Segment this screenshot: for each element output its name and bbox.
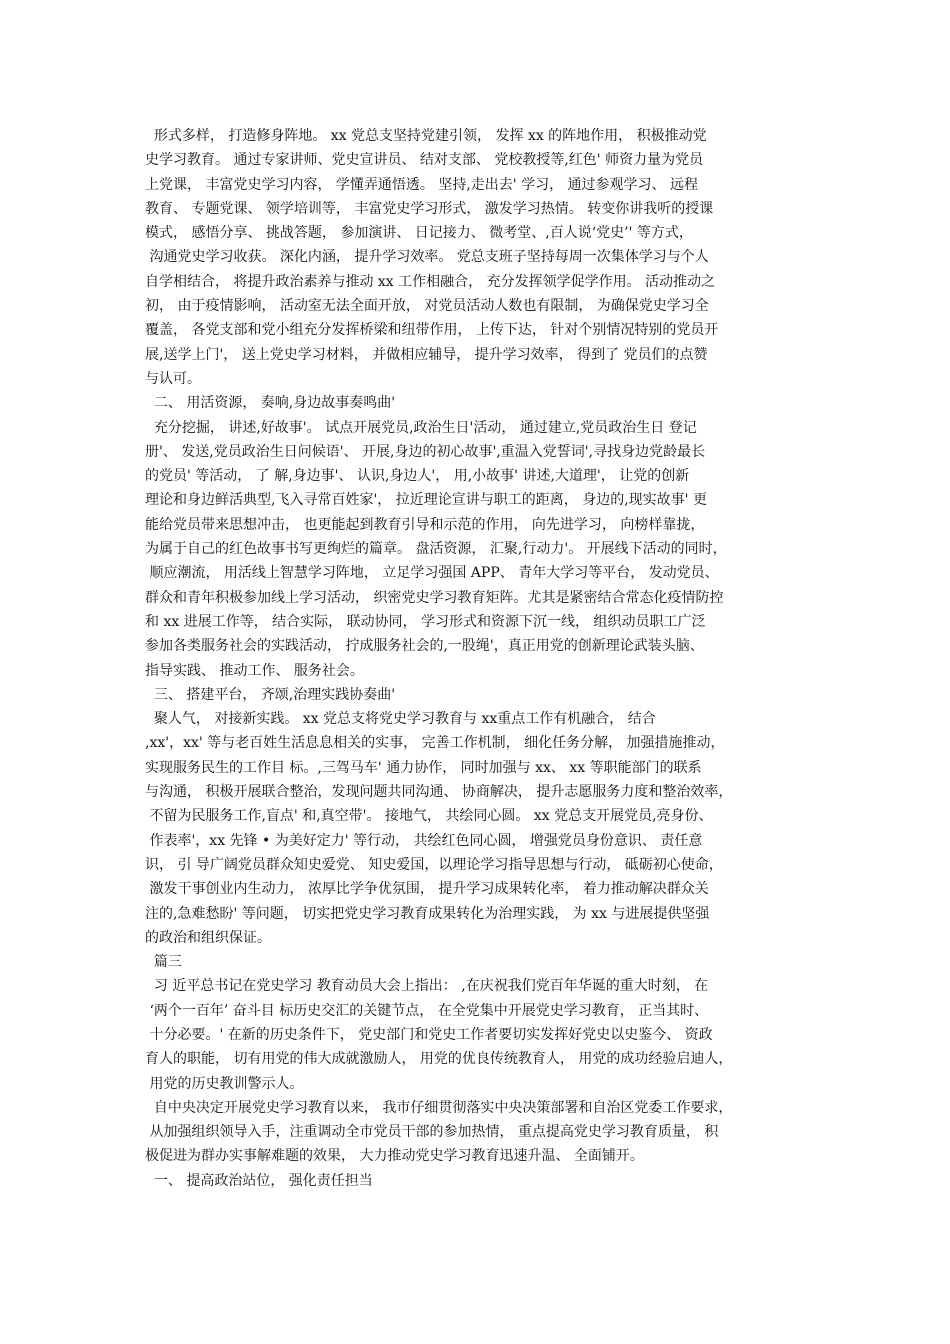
text-line: 理论和身边鲜活典型,飞入寻常百姓家'， 拉近理论宣讲与职工的距离， 身边的,现实故事' 更 (145, 492, 707, 509)
text-line: 注的,急难愁盼' 等问题， 切实把党史学习教育成果转化为治理实践， 为 xx 与进展提供坚强 (145, 905, 710, 922)
text-line: 的政治和组织保证。 (145, 929, 271, 946)
text-line: 覆盖， 各党支部和党小组充分发挥桥梁和纽带作用， 上传下达， 针对个别情况特别的党员开 (145, 322, 719, 339)
text-line: 聚人气， 对接新实践。 xx 党总支将党史学习教育与 xx重点工作有机融合， 结合 (145, 711, 656, 728)
text-line: 和 xx 进展工作等， 结合实际， 联动协同， 学习形式和资源下沉一线， 组织动员职工广泛 (145, 613, 706, 630)
text-line: 识， 引 导广阔党员群众知史爱党、 知史爱国，以理论学习指导思想与行动， 砥砺初心使命， (145, 856, 723, 873)
text-line: 充分挖掘， 讲述,好故事'。 试点开展党员,政治生日'活动， 通过建立,党员政治生日 登记 (145, 419, 697, 436)
text-line: 育人的职能， 切有用党的伟大成就激励人， 用党的优良传统教育人， 用党的成功经验启迪人， (145, 1051, 733, 1068)
text-line: 十分必要。' 在新的历史条件下， 党史部门和党史工作者要切实发挥好党史以史鉴今、 资政 (145, 1026, 713, 1043)
text-line: 能给党员带来思想冲击， 也更能起到教育引导和示范的作用， 向先进学习， 向榜样靠拢， (145, 516, 705, 533)
text-line: 模式， 感悟分享、 挑战答题， 参加演讲、 日记接力、 微考堂、,百人说‘党史’' 等方式， (145, 225, 693, 242)
text-line: 三、 搭建平台， 齐颂,治理实践协奏曲' (145, 686, 396, 703)
text-line: 习 近平总书记在党史学习 教育动员大会上指出： ,在庆祝我们党百年华诞的重大时刻， 在 (145, 978, 709, 995)
text-line: ‘两个一百年’ 奋斗目 标历史交汇的关键节点， 在全党集中开展党史学习教育， 正当其时、 (145, 1002, 709, 1019)
text-line: 不留为民服务工作,盲点' 和,真空带'。 接地气， 共绘同心圆。 xx 党总支开展党员,亮身份、 (145, 808, 713, 825)
text-line: 参加各类服务社会的实践活动， 拧成服务社会的,一股绳'，真正用党的创新理论武装头脑、 (145, 638, 704, 655)
text-line: 用党的历史教训警示人。 (145, 1075, 304, 1092)
text-line: 与认可。 (145, 370, 201, 387)
text-line: 史学习教育。 通过专家讲师、党史宣讲员、 结对支部、 党校教授等,红色' 师资力量为党员 (145, 152, 704, 169)
text-line: 顺应潮流， 用活线上智慧学习阵地， 立足学习强国 APP、 青年大学习等平台， 发动党员、 (145, 565, 719, 582)
text-line: 二、 用活资源， 奏响,身边故事奏鸣曲' (145, 395, 396, 412)
text-line: 作表率'，xx 先锋 • 为美好定力' 等行动， 共绘红色同心圆， 增强党员身份意识、 责任意 (145, 832, 703, 849)
text-line: ,xx'，xx' 等与老百姓生活息息相关的实事， 完善工作机制， 细化任务分解， 加强措施推动， (145, 735, 725, 752)
text-line: 群众和青年积极参加线上学习活动， 织密党史学习教育矩阵。尤其是紧密结合常态化疫情防控 (145, 589, 724, 606)
text-line: 教育、 专题党课、 领学培训等， 丰富党史学习形式， 激发学习热情。 转变你讲我听的授课 (145, 200, 714, 217)
text-line: 极促进为群办实事解难题的效果， 大力推动党史学习教育迅速升温、 全面铺开。 (145, 1148, 644, 1165)
text-line: 与沟通， 积极开展联合整治，发现问题共同沟通、 协商解决， 提升志愿服务力度和整治效率， (145, 784, 733, 801)
text-line: 实现服务民生的工作目 标。,三驾马车' 通力协作， 同时加强与 xx、 xx 等职能部门的联系 (145, 759, 702, 776)
text-line: 自中央决定开展党史学习教育以来， 我市仔细贯彻落实中央决策部署和自治区党委工作要求， (145, 1099, 733, 1116)
text-line: 篇三 (145, 954, 182, 971)
text-line: 为属于自己的红色故事书写更绚烂的篇章。 盘活资源， 汇聚,行动力'。 开展线下活动的同时， (145, 541, 727, 558)
text-line: 册'、 发送,党员政治生日问候语'、 开展,身边的初心故事',重温入党誓词',寻找身边党龄最长 (145, 443, 706, 460)
text-line: 展,送学上门'， 送上党史学习材料， 并做相应辅导， 提升学习效率， 得到了 党员们的点赞 (145, 346, 708, 363)
text-line: 沟通党史学习收获。 深化内涵， 提升学习效率。 党总支班子坚持每周一次集体学习与个人 (145, 249, 709, 266)
text-line: 上党课， 丰富党史学习内容， 学懂弄通悟透。 坚持,走出去' 学习， 通过参观学习、 远程 (145, 176, 698, 193)
text-line: 一、 提高政治站位， 强化责任担当 (145, 1172, 373, 1189)
text-line: 指导实践、 推动工作、 服务社会。 (145, 662, 364, 679)
text-line: 从加强组织领导入手，注重调动全市党员干部的参加热情， 重点提高党史学习教育质量， 积 (145, 1124, 719, 1141)
text-line: 自学相结合， 将提升政治素养与推动 xx 工作相融合， 充分发挥领学促学作用。 活动推动之 (145, 273, 716, 290)
document-body (145, 124, 825, 1193)
text-line: 的党员' 等活动， 了 解,身边事'、 认识,身边人'， 用,小故事' 讲述,大道理'， 让党的创新 (145, 468, 690, 485)
text-line: 激发干事创业内生动力， 浓厚比学争优氛围， 提升学习成果转化率， 着力推动解决群众关 (145, 881, 709, 898)
text-line: 初， 由于疫情影响， 活动室无法全面开放， 对党员活动人数也有限制， 为确保党史学习全 (145, 298, 709, 315)
text-line: 形式多样， 打造修身阵地。 xx 党总支坚持党建引领， 发挥 xx 的阵地作用， 积极推动党 (145, 128, 707, 144)
